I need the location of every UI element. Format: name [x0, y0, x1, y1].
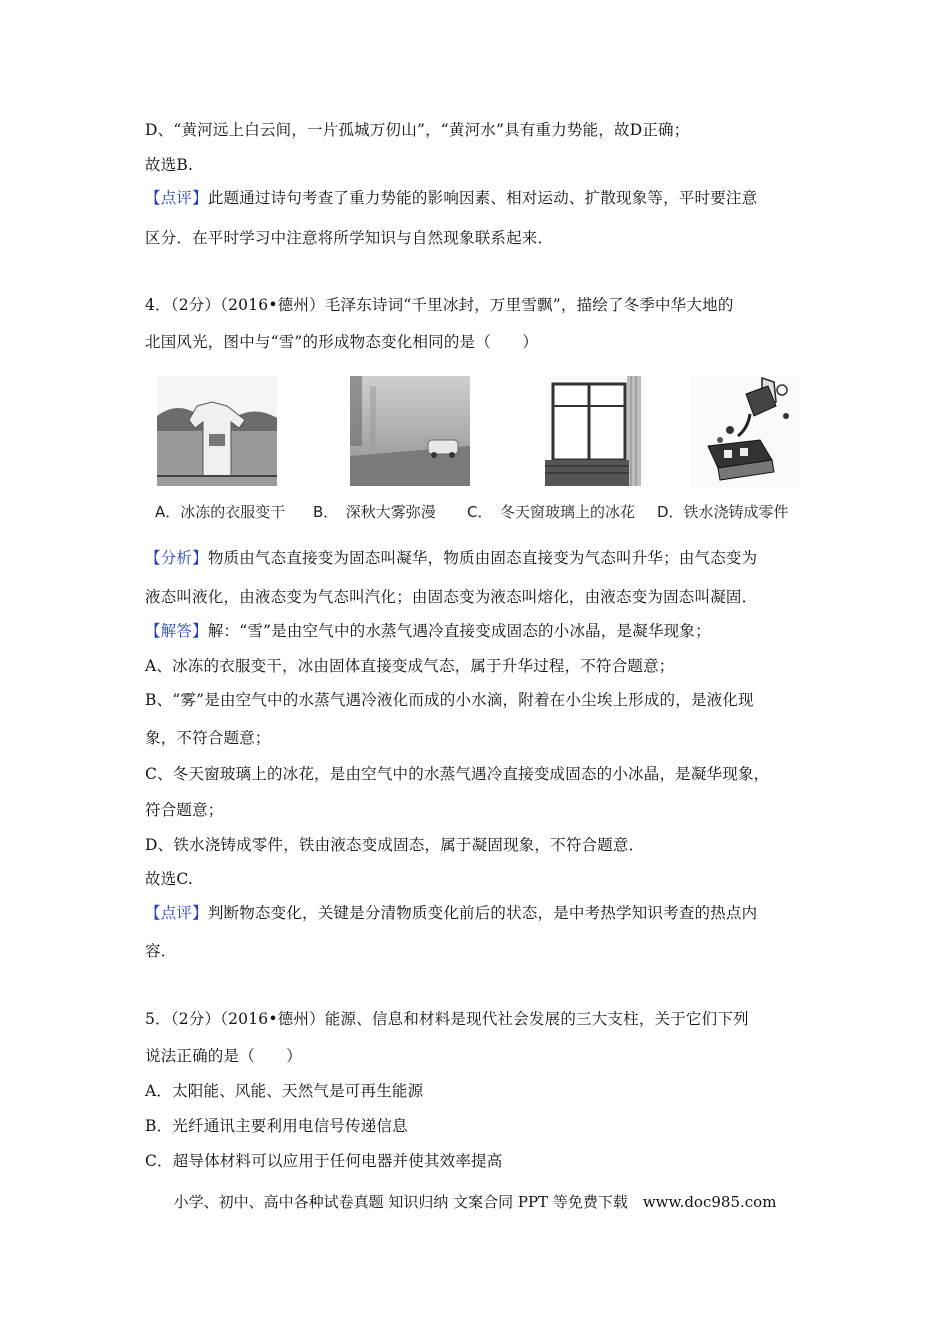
- q4-analysis: [145, 548, 757, 568]
- comment-text: 判断物态变化，关键是分清物质变化前后的状态，是中考热学知识考查的热点内: [207, 904, 758, 922]
- page-footer: 小学、初中、高中各种试卷真题 知识归纳 文案合同 PPT 等免费下载 www.doc985.com: [173, 1193, 777, 1211]
- comment-tag: 【点评】: [145, 904, 208, 922]
- analysis-text: 物质由气态直接变为固态叫凝华，物质由固态直接变为气态叫升华；由气态变为: [207, 549, 758, 567]
- option-b-caption: B． 深秋大雾弥漫: [313, 503, 436, 521]
- answer-text: 解：“雪”是由空气中的水蒸气遇冷直接变成固态的小冰晶，是凝华现象；: [207, 622, 711, 640]
- q4-figure-row: [145, 376, 805, 526]
- option-c-caption: C． 冬天窗玻璃上的冰花: [467, 503, 635, 521]
- iron-casting-image: [690, 376, 800, 488]
- option-a-caption: A．冰冻的衣服变干: [155, 503, 286, 521]
- fog-image: [350, 376, 470, 486]
- q3-answer: 故选B.: [145, 156, 194, 174]
- q3-comment: [145, 188, 757, 208]
- q4-answer-c-cont: 符合题意；: [145, 801, 224, 819]
- answer-tag: 【解答】: [145, 622, 208, 640]
- option-d-caption: D．铁水浇铸成零件: [657, 503, 789, 521]
- q5-option-a: A．太阳能、风能、天然气是可再生能源: [145, 1082, 424, 1100]
- q5-option-b: B．光纤通讯主要利用电信号传递信息: [145, 1117, 408, 1135]
- q4-stem-line2: 北国风光，图中与“雪”的形成物态变化相同的是（ ）: [145, 333, 539, 351]
- comment-text: 此题通过诗句考查了重力势能的影响因素、相对运动、扩散现象等，平时要注意: [207, 189, 758, 207]
- window-frost-image: [545, 376, 645, 486]
- q4-analysis-cont: 液态叫液化，由液态变为气态叫汽化；由固态变为液态叫熔化，由液态变为固态叫凝固．: [145, 588, 758, 606]
- analysis-tag: 【分析】: [145, 549, 208, 567]
- q4-answer-c: C、冬天窗玻璃上的冰花，是由空气中的水蒸气遇冷直接变成固态的小冰晶，是凝华现象，: [145, 765, 770, 783]
- comment-tag: 【点评】: [145, 189, 208, 207]
- q4-choice: 故选C.: [145, 870, 194, 888]
- q4-answer-a: A、冰冻的衣服变干，冰由固体直接变成气态，属于升华过程，不符合题意；: [145, 657, 675, 675]
- frozen-clothes-image: [157, 376, 277, 486]
- q4-answer-d: D、铁水浇铸成零件，铁由液态变成固态，属于凝固现象，不符合题意．: [145, 836, 645, 854]
- q4-answer-b-cont: 象，不符合题意；: [145, 729, 271, 747]
- q4-comment: [145, 903, 757, 923]
- q4-stem-line1: 4．（2分）（2016•德州）毛泽东诗词“千里冰封，万里雪飘”，描绘了冬季中华大地的: [145, 296, 734, 314]
- q4-answer-b: B、“雾”是由空气中的水蒸气遇冷液化而成的小水滴，附着在小尘埃上形成的，是液化现: [145, 691, 754, 709]
- q5-stem-line1: 5．（2分）（2016•德州）能源、信息和材料是现代社会发展的三大支柱，关于它们下列: [145, 1010, 749, 1028]
- q3-comment-cont: 区分．在平时学习中注意将所学知识与自然现象联系起来．: [145, 229, 554, 247]
- q3-option-d-explanation: D、“黄河远上白云间，一片孤城万仞山”，“黄河水”具有重力势能，故D正确；: [145, 121, 690, 139]
- q5-option-c: C．超导体材料可以应用于任何电器并使其效率提高: [145, 1152, 503, 1170]
- q4-comment-cont: 容．: [145, 942, 177, 960]
- q5-stem-line2: 说法正确的是（ ）: [145, 1047, 303, 1065]
- q4-answer-intro: [145, 621, 711, 641]
